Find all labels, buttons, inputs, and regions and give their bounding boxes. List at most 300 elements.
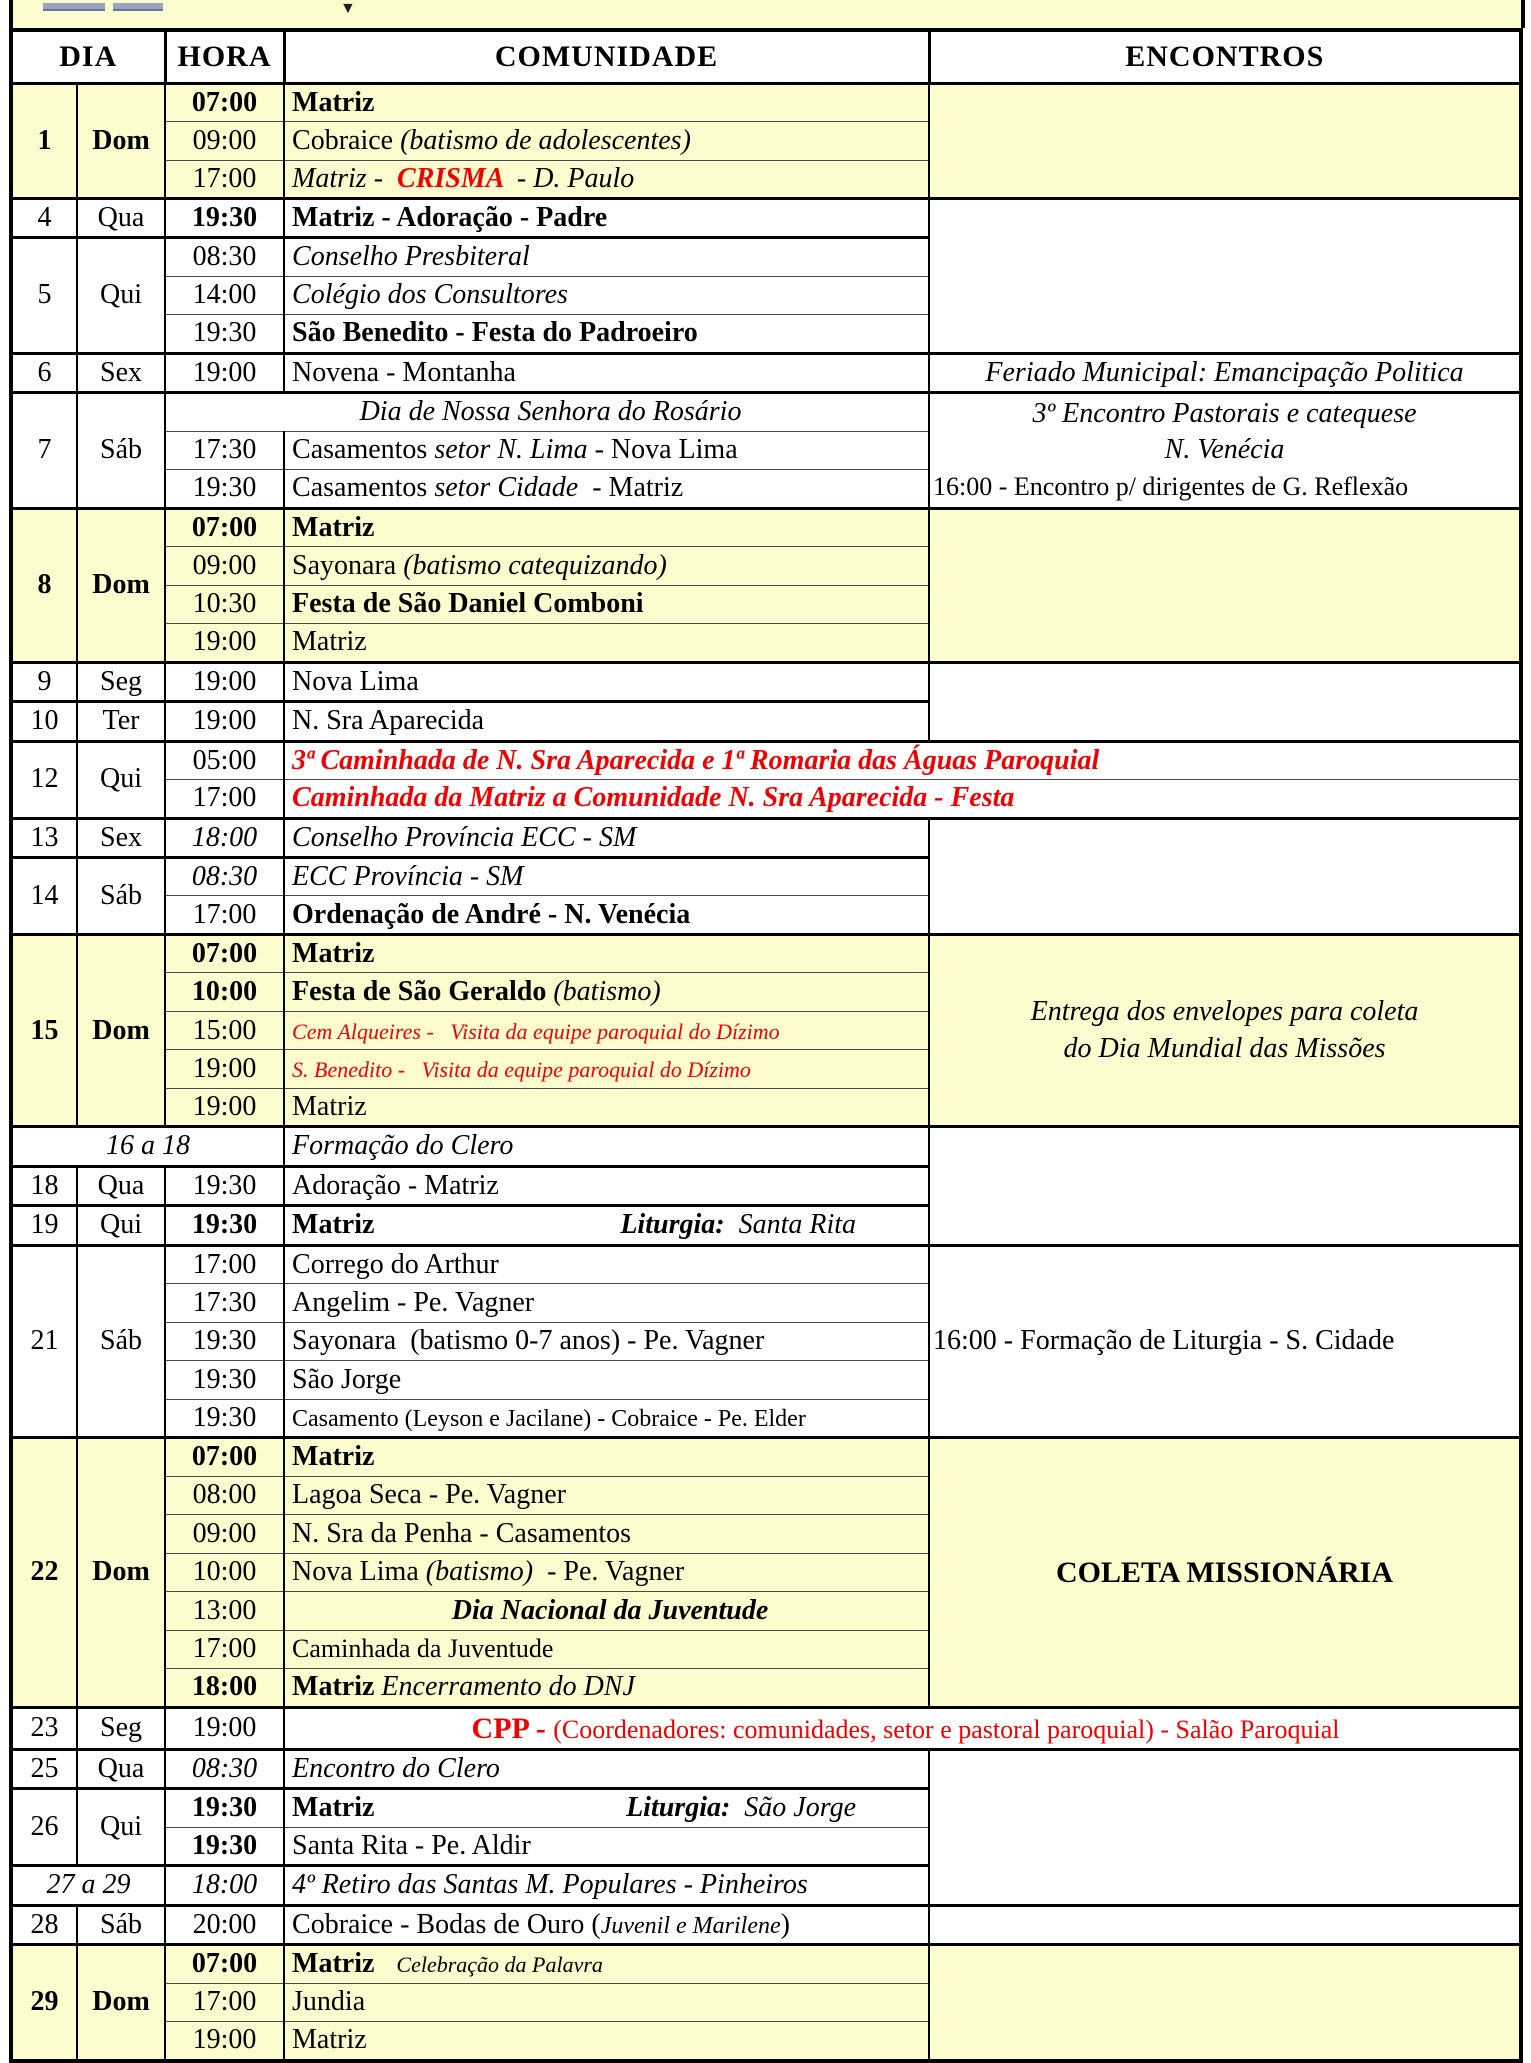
- event-line: [292, 1984, 928, 2020]
- text-segment: Matriz: [292, 1441, 375, 1473]
- day-number-cell: [11, 741, 77, 818]
- text-segment: 07:00: [191, 511, 258, 543]
- day-number-cell: [11, 1905, 77, 1944]
- event-line: [78, 123, 164, 159]
- event-line: [166, 897, 283, 933]
- weekday-cell: [77, 1750, 165, 1789]
- event-line: [166, 820, 283, 856]
- event-line: [292, 974, 928, 1010]
- event-line: [292, 123, 928, 159]
- event-line: [930, 469, 1519, 505]
- text-segment: 08:30: [192, 241, 257, 273]
- event-line: [166, 1554, 283, 1590]
- text-segment: 19:00: [192, 705, 257, 737]
- text-segment: 1: [37, 124, 52, 156]
- event-line: [166, 1362, 283, 1398]
- schedule-table: [9, 28, 1523, 2063]
- event-line: [292, 85, 928, 121]
- community-cell: [284, 1206, 929, 1245]
- event-line: [78, 1013, 164, 1049]
- text-segment: Jundia: [292, 1986, 366, 2018]
- text-segment: 16:00 - Encontro p/ dirigentes de G. Reflexão: [933, 471, 1409, 501]
- time-cell: [165, 741, 284, 780]
- down-arrow-icon: ▼: [340, 0, 356, 17]
- time-cell: [165, 431, 284, 470]
- event-line: [166, 780, 283, 816]
- event-line: [292, 2022, 928, 2058]
- text-segment: 18:00: [191, 1671, 258, 1703]
- community-cell: [284, 1088, 929, 1127]
- event-line: [292, 1828, 928, 1864]
- time-cell: [165, 1592, 284, 1631]
- text-segment: 17:00: [192, 1986, 257, 2018]
- text-segment: Juvenil e Marilene: [600, 1912, 781, 1939]
- community-cell: [284, 1592, 929, 1631]
- community-cell: [284, 1166, 929, 1205]
- community-cell: [284, 83, 929, 122]
- text-segment: 20:00: [192, 1908, 257, 1940]
- text-segment: Conselho Presbiteral: [292, 241, 530, 273]
- text-segment: Matriz: [292, 1948, 375, 1980]
- event-line: [930, 396, 1519, 432]
- event-line: [13, 1907, 76, 1943]
- event-line: [78, 1751, 164, 1787]
- event-line: [292, 936, 928, 972]
- event-line: [13, 200, 76, 236]
- event-line: [292, 820, 928, 856]
- weekday-cell: [77, 83, 165, 199]
- weekday-cell: [77, 393, 165, 509]
- text-segment: Caminhada da Juventude: [292, 1634, 554, 1664]
- time-cell: [165, 857, 284, 896]
- community-cell: [284, 702, 929, 741]
- text-segment: 21: [30, 1325, 59, 1357]
- community-cell: [284, 624, 929, 663]
- event-line: [292, 470, 928, 506]
- event-line: [930, 1031, 1519, 1067]
- text-segment: Encerramento do DNJ: [381, 1671, 635, 1703]
- text-segment: Sáb: [100, 434, 142, 466]
- time-cell: [165, 1707, 284, 1749]
- time-cell: [165, 160, 284, 199]
- time-cell: [165, 1438, 284, 1477]
- text-segment: Sex: [100, 821, 142, 853]
- text-segment: 19:00: [192, 1053, 257, 1084]
- text-segment: S. Benedito - Visita da equipe paroquial do Dízimo: [292, 1057, 751, 1082]
- text-segment: 08:30: [191, 861, 258, 892]
- text-segment: 10:00: [192, 1556, 257, 1588]
- community-cell: [284, 662, 929, 701]
- event-line: [930, 1323, 1519, 1359]
- text-segment: 14:00: [192, 279, 257, 311]
- event-line: [292, 161, 928, 197]
- event-line: [292, 1439, 928, 1475]
- event-line: [292, 1593, 928, 1629]
- community-cell: [284, 818, 929, 857]
- event-line: [78, 1323, 164, 1359]
- event-line: [13, 878, 76, 914]
- text-segment: 17:00: [192, 162, 257, 194]
- schedule-row: [11, 1438, 1521, 1477]
- text-segment: Qui: [100, 1209, 142, 1241]
- event-line: [292, 1051, 928, 1087]
- text-segment: 19:00: [192, 626, 257, 658]
- encounters-cell: [929, 83, 1521, 199]
- text-segment: - Nova Lima: [587, 434, 738, 466]
- event-line: [13, 355, 76, 391]
- event-line: [166, 355, 283, 391]
- time-cell: [165, 1284, 284, 1323]
- text-segment: 19:30: [191, 1792, 258, 1824]
- text-segment: Dia Nacional da Juventude: [451, 1594, 769, 1626]
- event-line: [78, 1710, 164, 1746]
- header-hora: HORA: [165, 30, 284, 83]
- header-row: [11, 30, 1521, 83]
- text-segment: Nova Lima: [292, 1556, 426, 1588]
- text-segment: Qui: [100, 279, 142, 311]
- schedule-row: [11, 393, 1521, 432]
- event-line: [166, 1323, 283, 1359]
- event-line: [166, 315, 283, 351]
- text-segment: 19:30: [191, 1829, 258, 1861]
- event-line: [78, 761, 164, 797]
- text-segment: Sáb: [100, 1908, 142, 1940]
- text-segment: 17:00: [192, 1248, 257, 1280]
- event-line: [78, 664, 164, 700]
- event-line: [166, 1751, 283, 1787]
- event-line: [292, 1867, 928, 1903]
- community-cell: [284, 1866, 929, 1905]
- schedule-row: [11, 818, 1521, 857]
- day-number-cell: [11, 1945, 77, 2061]
- event-line: [166, 1089, 283, 1125]
- community-cell: [284, 1515, 929, 1554]
- community-cell: [284, 1945, 929, 1984]
- text-segment: Qua: [97, 202, 145, 233]
- day-number-cell: [11, 393, 77, 509]
- event-line: [292, 1477, 928, 1513]
- event-line: [930, 1553, 1519, 1592]
- text-segment: Qua: [97, 1753, 145, 1785]
- event-line: [292, 1751, 928, 1787]
- text-segment: (batismo catequizando): [403, 549, 667, 581]
- time-cell: [165, 1206, 284, 1245]
- text-segment: São Benedito - Festa do Padroeiro: [292, 317, 698, 349]
- event-line: [166, 1247, 283, 1283]
- event-line: [292, 1516, 928, 1552]
- event-line: [166, 470, 283, 506]
- text-segment: 07:00: [191, 938, 258, 969]
- community-cell: [284, 1789, 929, 1828]
- day-number-cell: [11, 1245, 77, 1438]
- time-cell: [165, 1399, 284, 1438]
- text-segment: 09:00: [192, 124, 257, 156]
- event-line: [78, 703, 164, 739]
- text-segment: Angelim - Pe. Vagner: [292, 1286, 535, 1318]
- event-line: [13, 1809, 76, 1845]
- event-line: [13, 1710, 76, 1746]
- text-segment: Dia de Nossa Senhora do Rosário: [359, 396, 742, 428]
- text-segment: 19:00: [192, 2024, 257, 2056]
- time-cell: [165, 1750, 284, 1789]
- text-segment: Ter: [102, 705, 140, 737]
- text-segment: ECC Província - SM: [292, 861, 524, 892]
- time-cell: [165, 1553, 284, 1592]
- time-cell: [165, 818, 284, 857]
- text-segment: Dom: [92, 1556, 150, 1588]
- text-segment: 07:00: [191, 86, 258, 118]
- text-segment: setor Cidade: [434, 472, 586, 504]
- weekday-cell: [77, 1905, 165, 1944]
- text-segment: (batismo de adolescentes): [400, 124, 691, 156]
- encounters-cell: [929, 662, 1521, 741]
- event-line: [166, 743, 283, 779]
- text-segment: - Pe. Vagner: [533, 1556, 685, 1588]
- schedule-row: [11, 1945, 1521, 1984]
- event-line: [292, 239, 928, 275]
- event-line: [166, 1400, 283, 1436]
- community-cell: [284, 1284, 929, 1323]
- text-segment: Novena - Montanha: [292, 356, 516, 388]
- text-segment: - Matriz: [585, 472, 684, 504]
- community-cell: [284, 1553, 929, 1592]
- text-segment: 5: [37, 279, 52, 311]
- event-line: [166, 1790, 283, 1826]
- schedule-row: [11, 353, 1521, 392]
- text-segment: Sayonara: [292, 549, 404, 581]
- table-header: [11, 30, 1521, 83]
- day-number-cell: [11, 83, 77, 199]
- schedule-row: [11, 199, 1521, 238]
- event-line: [78, 1554, 164, 1590]
- event-line: [292, 1400, 928, 1436]
- text-segment: Seg: [100, 665, 142, 697]
- text-segment: Casamentos: [292, 434, 435, 466]
- schedule-row: [11, 934, 1521, 973]
- text-segment: Matriz: [292, 86, 375, 118]
- event-line: [166, 664, 283, 700]
- text-segment: 18:00: [191, 1869, 258, 1901]
- community-cell: [284, 1476, 929, 1515]
- text-segment: Dom: [92, 1014, 150, 1046]
- event-line: [292, 624, 928, 660]
- day-number-cell: [11, 1750, 77, 1789]
- event-line: [166, 624, 283, 660]
- time-cell: [165, 896, 284, 935]
- encounters-cell: [929, 1245, 1521, 1438]
- time-cell: [165, 1789, 284, 1828]
- text-segment: Matriz - Adoração - Padre: [292, 202, 608, 233]
- event-line: [292, 743, 1519, 779]
- text-segment: ): [780, 1908, 790, 1940]
- time-cell: [165, 780, 284, 819]
- community-cell: [284, 973, 929, 1012]
- event-line: [166, 161, 283, 197]
- event-line: [292, 1323, 928, 1359]
- text-segment: 17:30: [192, 434, 257, 466]
- text-segment: Matriz -: [292, 162, 391, 194]
- event-line: [166, 1593, 283, 1629]
- weekday-cell: [77, 1166, 165, 1205]
- text-segment: Sex: [100, 356, 142, 388]
- event-line: [13, 1554, 76, 1590]
- time-cell: [165, 122, 284, 161]
- event-line: [13, 567, 76, 603]
- community-cell: [284, 122, 929, 161]
- community-cell: [284, 1361, 929, 1400]
- community-cell: [165, 393, 929, 432]
- event-line: [166, 2022, 283, 2058]
- event-line: [292, 1554, 928, 1590]
- event-line: [166, 1207, 283, 1243]
- text-segment: 19:30: [191, 202, 258, 233]
- top-strip: [9, 0, 1525, 28]
- encounters-cell: [929, 1905, 1521, 1944]
- text-segment: 19:30: [192, 1401, 257, 1433]
- day-number-cell: [11, 857, 77, 934]
- event-line: [292, 1013, 928, 1049]
- community-cell: [284, 431, 929, 470]
- encounters-cell: [929, 1438, 1521, 1708]
- text-segment: 23: [30, 1712, 59, 1744]
- time-cell: [165, 934, 284, 973]
- text-segment: 12: [30, 763, 59, 795]
- schedule-row: [11, 1127, 1521, 1166]
- event-line: [292, 315, 928, 351]
- time-cell: [165, 1630, 284, 1669]
- text-segment: 16:00 - Formação de Liturgia - S. Cidade: [933, 1325, 1395, 1357]
- time-cell: [165, 1361, 284, 1400]
- day-number-cell: [11, 1707, 77, 1749]
- day-number-cell: [11, 508, 77, 662]
- event-line: [930, 355, 1519, 391]
- community-cell: [284, 1983, 929, 2022]
- event-line: [13, 1013, 76, 1049]
- event-line: [166, 200, 283, 236]
- text-segment: Festa de São Geraldo: [292, 976, 554, 1007]
- text-segment: 18: [30, 1169, 59, 1201]
- community-cell: [284, 1127, 929, 1166]
- day-number-cell: [11, 238, 77, 354]
- text-segment: Matriz: [292, 1209, 375, 1241]
- text-segment: Nova Lima: [292, 665, 419, 697]
- community-cell: [284, 1011, 929, 1050]
- schedule-row: [11, 741, 1521, 780]
- encounters-cell: [929, 1750, 1521, 1906]
- text-segment: 4: [37, 202, 52, 233]
- event-line: [166, 1867, 283, 1903]
- weekday-cell: [77, 741, 165, 818]
- text-segment: N. Venécia: [1164, 434, 1285, 466]
- weekday-cell: [77, 353, 165, 392]
- text-segment: Cem Alqueires - Visita da equipe paroquial do Dízimo: [292, 1018, 780, 1044]
- time-cell: [165, 1245, 284, 1284]
- event-line: [292, 1207, 928, 1243]
- event-line: [78, 820, 164, 856]
- day-number-cell: [11, 1206, 77, 1245]
- community-cell: [284, 276, 929, 315]
- event-line: [166, 1984, 283, 2020]
- text-segment: Formação do Clero: [292, 1130, 514, 1162]
- community-cell: [284, 1245, 929, 1284]
- time-cell: [165, 315, 284, 354]
- text-segment: Qua: [97, 1169, 145, 1201]
- header-dia: DIA: [11, 30, 165, 83]
- community-cell: [284, 508, 929, 547]
- event-line: [930, 994, 1519, 1030]
- day-range-cell: [11, 1866, 165, 1905]
- text-segment: (batismo): [425, 1556, 534, 1588]
- text-segment: 26: [30, 1811, 59, 1843]
- time-cell: [165, 238, 284, 277]
- event-line: [292, 548, 928, 584]
- encounters-cell: [929, 353, 1521, 392]
- text-segment: N. Sra Aparecida: [292, 705, 485, 737]
- day-range-cell: [11, 1127, 284, 1166]
- weekday-cell: [77, 702, 165, 741]
- text-segment: (Coordenadores: comunidades, setor e pastoral paroquial) - Salão Paroquial: [553, 1714, 1340, 1744]
- weekday-cell: [77, 199, 165, 238]
- event-line: [13, 664, 76, 700]
- weekday-cell: [77, 1438, 165, 1708]
- text-segment: 16 a 18: [106, 1130, 190, 1162]
- text-segment: Festa de São Daniel Comboni: [292, 588, 644, 620]
- text-segment: Santa Rita - Pe. Aldir: [292, 1829, 531, 1861]
- text-segment: 19:00: [192, 1712, 257, 1744]
- event-line: [13, 1751, 76, 1787]
- text-segment: Casamentos: [292, 472, 435, 504]
- text-segment: São Jorge: [292, 1363, 402, 1395]
- weekday-cell: [77, 1945, 165, 2061]
- text-segment: 05:00: [192, 744, 257, 776]
- community-cell: [284, 1750, 929, 1789]
- text-segment: Corrego do Arthur: [292, 1248, 499, 1280]
- time-cell: [165, 973, 284, 1012]
- event-line: [166, 239, 283, 275]
- event-line: [166, 123, 283, 159]
- event-line: [78, 200, 164, 236]
- event-line: [13, 1867, 164, 1903]
- event-line: [166, 1828, 283, 1864]
- text-segment: CRISMA: [390, 162, 510, 194]
- event-line: [166, 1285, 283, 1321]
- event-line: [13, 820, 76, 856]
- time-cell: [165, 1945, 284, 1984]
- event-line: [292, 780, 1519, 816]
- text-segment: 13:00: [192, 1594, 257, 1626]
- event-line: [292, 200, 928, 236]
- event-line: [78, 1984, 164, 2020]
- day-number-cell: [11, 702, 77, 741]
- community-cell: [284, 315, 929, 354]
- time-cell: [165, 1322, 284, 1361]
- community-cell: [284, 1438, 929, 1477]
- text-segment: Entrega dos envelopes para coleta: [1030, 996, 1419, 1028]
- event-line: [13, 277, 76, 313]
- event-line: [292, 586, 928, 622]
- day-number-cell: [11, 1789, 77, 1866]
- text-segment: 3ª Caminhada de N. Sra Aparecida e 1ª Romaria das Águas Paroquial: [292, 744, 1100, 776]
- event-line: [292, 510, 928, 546]
- text-segment: 17:00: [192, 782, 257, 814]
- text-segment: Sayonara (batismo 0-7 anos) - Pe. Vagner: [292, 1325, 765, 1357]
- event-line: [166, 1907, 283, 1943]
- event-line: [78, 1168, 164, 1204]
- time-cell: [165, 470, 284, 509]
- event-line: [78, 878, 164, 914]
- weekday-cell: [77, 857, 165, 934]
- event-line: [78, 1809, 164, 1845]
